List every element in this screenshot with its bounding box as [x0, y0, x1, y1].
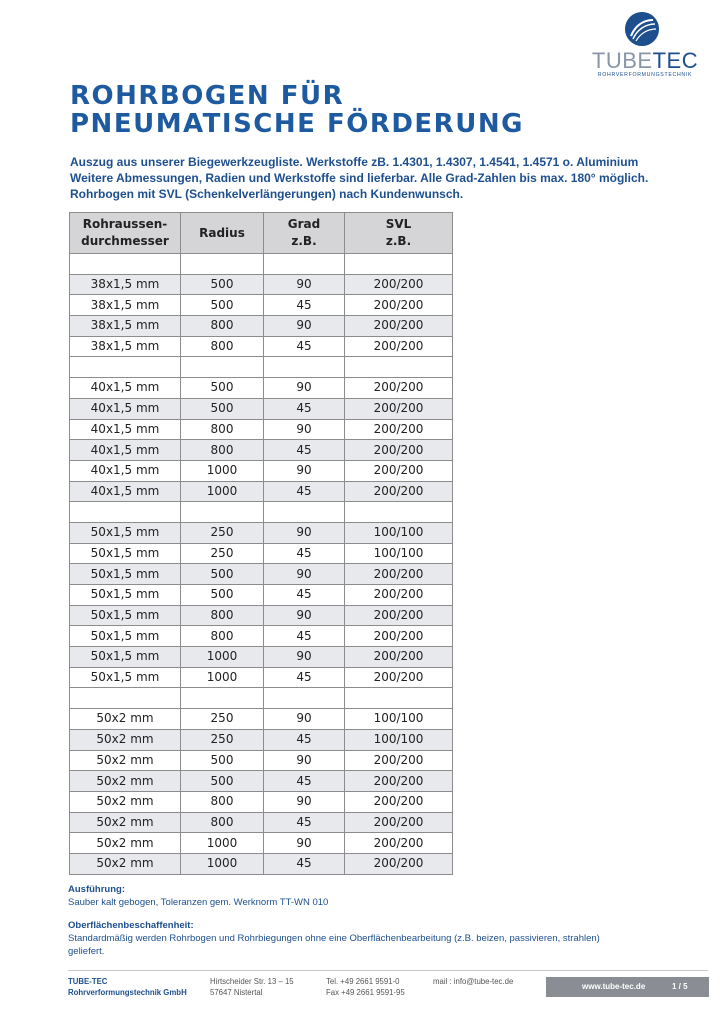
intro-text [70, 154, 690, 202]
cell-radius: 800 [181, 626, 264, 647]
cell-diameter [70, 254, 181, 275]
table-row [70, 853, 453, 874]
cell-svl [345, 357, 453, 378]
cell-svl: 200/200 [345, 605, 453, 626]
cell-diameter: 50x1,5 mm [70, 647, 181, 668]
header-outer-diameter-l2: durchmesser [81, 234, 169, 248]
cell-radius: 800 [181, 316, 264, 337]
table-row [70, 771, 453, 792]
table-row [70, 647, 453, 668]
intro-line-2: Weitere Abmessungen, Radien und Werkstoffe sind lieferbar. Alle Grad-Zahlen bis max. 180° möglich. [70, 171, 649, 185]
cell-diameter: 40x1,5 mm [70, 378, 181, 399]
cell-svl: 200/200 [345, 771, 453, 792]
cell-radius: 500 [181, 295, 264, 316]
cell-diameter: 50x2 mm [70, 709, 181, 730]
header-svl-l2: z.B. [385, 234, 412, 248]
header-svl [345, 213, 453, 254]
logo-word-tube: TUBE [591, 48, 653, 73]
cell-radius: 1000 [181, 481, 264, 502]
cell-degree: 90 [264, 647, 345, 668]
header-degree [264, 213, 345, 254]
table-spacer-row [70, 254, 453, 275]
table-spacer-row [70, 688, 453, 709]
cell-svl: 200/200 [345, 336, 453, 357]
cell-diameter: 50x1,5 mm [70, 626, 181, 647]
cell-diameter: 40x1,5 mm [70, 440, 181, 461]
surface-text-line1: Standardmäßig werden Rohrbogen und Rohrbiegungen ohne eine Oberflächenbearbeitung (z.B. beizen, passivieren, strahlen) [68, 933, 600, 944]
cell-radius: 500 [181, 771, 264, 792]
footer-contact [326, 976, 405, 998]
cell-degree: 90 [264, 274, 345, 295]
cell-diameter: 50x1,5 mm [70, 522, 181, 543]
logo-wordmark [582, 50, 708, 72]
cell-radius: 1000 [181, 667, 264, 688]
table-row [70, 398, 453, 419]
cell-svl: 200/200 [345, 750, 453, 771]
intro-line-3: Rohrbogen mit SVL (Schenkelverlängerungen) nach Kundenwunsch. [70, 187, 464, 201]
table-row [70, 336, 453, 357]
cell-radius: 250 [181, 543, 264, 564]
table-body [70, 254, 453, 875]
surface-heading: Oberflächenbeschaffenheit: [68, 920, 194, 931]
header-degree-l2: z.B. [291, 234, 317, 248]
cell-radius: 800 [181, 605, 264, 626]
cell-degree: 45 [264, 440, 345, 461]
cell-diameter: 40x1,5 mm [70, 419, 181, 440]
cell-degree: 45 [264, 543, 345, 564]
cell-radius: 500 [181, 378, 264, 399]
table-row [70, 605, 453, 626]
cell-diameter [70, 357, 181, 378]
cell-degree: 45 [264, 585, 345, 606]
cell-radius: 500 [181, 750, 264, 771]
cell-svl [345, 502, 453, 523]
footer-fax: Fax +49 2661 9591-95 [326, 988, 405, 997]
cell-svl: 200/200 [345, 398, 453, 419]
table-row [70, 750, 453, 771]
cell-svl: 200/200 [345, 833, 453, 854]
surface-text-line2: geliefert. [68, 946, 105, 957]
cell-svl: 200/200 [345, 564, 453, 585]
table-row [70, 543, 453, 564]
bend-table [69, 212, 453, 875]
cell-degree: 90 [264, 709, 345, 730]
cell-radius: 250 [181, 729, 264, 750]
cell-degree: 45 [264, 667, 345, 688]
table-row [70, 481, 453, 502]
cell-degree [264, 357, 345, 378]
cell-degree: 45 [264, 481, 345, 502]
logo-word-tec: TEC [652, 48, 699, 73]
cell-svl: 200/200 [345, 791, 453, 812]
cell-diameter: 50x2 mm [70, 791, 181, 812]
table-row [70, 709, 453, 730]
cell-radius [181, 357, 264, 378]
cell-radius: 500 [181, 274, 264, 295]
page-title-line1: ROHRBOGEN FÜR [70, 81, 345, 111]
page-number: 1 / 5 [672, 982, 688, 991]
table-row [70, 316, 453, 337]
cell-radius: 1000 [181, 833, 264, 854]
cell-degree: 90 [264, 750, 345, 771]
cell-radius: 250 [181, 709, 264, 730]
cell-diameter: 50x2 mm [70, 729, 181, 750]
header-radius-l1: Radius [199, 225, 245, 240]
cell-degree: 45 [264, 398, 345, 419]
company-logo [582, 12, 708, 80]
cell-degree: 90 [264, 460, 345, 481]
table-spacer-row [70, 502, 453, 523]
cell-svl: 200/200 [345, 481, 453, 502]
cell-radius: 800 [181, 812, 264, 833]
cell-degree [264, 688, 345, 709]
table-row [70, 440, 453, 461]
cell-svl: 200/200 [345, 667, 453, 688]
cell-svl: 200/200 [345, 295, 453, 316]
cell-degree [264, 254, 345, 275]
table-row [70, 295, 453, 316]
cell-diameter: 50x1,5 mm [70, 564, 181, 585]
cell-diameter: 50x2 mm [70, 812, 181, 833]
cell-degree: 90 [264, 833, 345, 854]
logo-subtitle: ROHRVERFORMUNGSTECHNIK [597, 72, 693, 78]
cell-diameter: 40x1,5 mm [70, 481, 181, 502]
cell-diameter: 50x1,5 mm [70, 585, 181, 606]
cell-diameter: 38x1,5 mm [70, 274, 181, 295]
cell-svl: 200/200 [345, 378, 453, 399]
cell-degree: 45 [264, 295, 345, 316]
cell-svl: 200/200 [345, 460, 453, 481]
footer-address [210, 976, 294, 998]
cell-degree: 45 [264, 771, 345, 792]
cell-svl: 200/200 [345, 274, 453, 295]
cell-radius: 1000 [181, 853, 264, 874]
page-title-line2: PNEUMATISCHE FÖRDERUNG [70, 109, 524, 139]
cell-degree: 45 [264, 812, 345, 833]
header-degree-l1: Grad [287, 217, 321, 231]
table-row [70, 460, 453, 481]
cell-diameter: 50x2 mm [70, 853, 181, 874]
footer-phone: Tel. +49 2661 9591-0 [326, 977, 400, 986]
table-row [70, 274, 453, 295]
cell-svl [345, 688, 453, 709]
cell-radius [181, 688, 264, 709]
intro-line-1: Auszug aus unserer Biegewerkzeugliste. Werkstoffe zB. 1.4301, 1.4307, 1.4541, 1.4571 o. Aluminium [70, 155, 639, 169]
footer-company [68, 976, 187, 998]
cell-radius: 500 [181, 564, 264, 585]
cell-diameter: 38x1,5 mm [70, 316, 181, 337]
footer-city: 57647 Nistertal [210, 988, 263, 997]
table-row [70, 378, 453, 399]
cell-degree: 90 [264, 791, 345, 812]
cell-degree [264, 502, 345, 523]
cell-svl: 200/200 [345, 419, 453, 440]
cell-diameter: 50x2 mm [70, 750, 181, 771]
cell-diameter: 40x1,5 mm [70, 460, 181, 481]
cell-radius: 500 [181, 398, 264, 419]
cell-diameter: 50x1,5 mm [70, 667, 181, 688]
cell-radius: 800 [181, 336, 264, 357]
table-row [70, 585, 453, 606]
cell-diameter: 50x1,5 mm [70, 605, 181, 626]
cell-diameter [70, 502, 181, 523]
footer-street: Hirtscheider Str. 13 – 15 [210, 977, 294, 986]
footer-company-full: Rohrverformungstechnik GmbH [68, 988, 187, 997]
cell-radius: 800 [181, 419, 264, 440]
table-row [70, 564, 453, 585]
cell-svl: 200/200 [345, 647, 453, 668]
execution-text: Sauber kalt gebogen, Toleranzen gem. Werknorm TT-WN 010 [68, 897, 329, 908]
cell-degree: 90 [264, 316, 345, 337]
table-row [70, 729, 453, 750]
cell-diameter: 38x1,5 mm [70, 295, 181, 316]
table-spacer-row [70, 357, 453, 378]
cell-radius: 500 [181, 585, 264, 606]
cell-degree: 90 [264, 605, 345, 626]
notes-section [68, 883, 668, 958]
cell-svl: 200/200 [345, 316, 453, 337]
table-row [70, 522, 453, 543]
cell-svl: 100/100 [345, 543, 453, 564]
cell-degree: 90 [264, 522, 345, 543]
cell-svl [345, 254, 453, 275]
cell-radius: 250 [181, 522, 264, 543]
table-row [70, 419, 453, 440]
cell-degree: 90 [264, 564, 345, 585]
cell-radius: 1000 [181, 460, 264, 481]
table-header-row [70, 213, 453, 254]
table-row [70, 626, 453, 647]
cell-radius: 800 [181, 791, 264, 812]
footer-mail[interactable]: mail : info@tube-tec.de [433, 977, 514, 986]
table-row [70, 833, 453, 854]
footer-divider [68, 970, 708, 971]
footer-bar [546, 977, 709, 997]
cell-svl: 200/200 [345, 585, 453, 606]
cell-degree: 45 [264, 626, 345, 647]
footer-website-link[interactable]: www.tube-tec.de [582, 982, 646, 991]
cell-degree: 45 [264, 729, 345, 750]
cell-diameter: 40x1,5 mm [70, 398, 181, 419]
cell-diameter: 38x1,5 mm [70, 336, 181, 357]
table-row [70, 812, 453, 833]
cell-svl: 100/100 [345, 729, 453, 750]
logo-swirl-icon [625, 12, 659, 46]
table-row [70, 667, 453, 688]
cell-degree: 90 [264, 419, 345, 440]
header-radius [181, 213, 264, 254]
cell-svl: 200/200 [345, 853, 453, 874]
execution-heading: Ausführung: [68, 884, 125, 895]
cell-svl: 200/200 [345, 626, 453, 647]
cell-svl: 100/100 [345, 522, 453, 543]
cell-degree: 45 [264, 336, 345, 357]
cell-diameter: 50x1,5 mm [70, 543, 181, 564]
cell-degree: 45 [264, 853, 345, 874]
cell-diameter: 50x2 mm [70, 833, 181, 854]
cell-svl: 200/200 [345, 812, 453, 833]
footer-company-name: TUBE-TEC [68, 977, 108, 986]
cell-degree: 90 [264, 378, 345, 399]
cell-radius [181, 254, 264, 275]
cell-svl: 200/200 [345, 440, 453, 461]
cell-radius: 800 [181, 440, 264, 461]
header-outer-diameter [70, 213, 181, 254]
cell-svl: 100/100 [345, 709, 453, 730]
cell-diameter [70, 688, 181, 709]
page-title [70, 82, 524, 138]
header-svl-l1: SVL [385, 217, 412, 231]
table-row [70, 791, 453, 812]
cell-diameter: 50x2 mm [70, 771, 181, 792]
cell-radius: 1000 [181, 647, 264, 668]
header-outer-diameter-l1: Rohraussen- [82, 217, 168, 231]
cell-radius [181, 502, 264, 523]
